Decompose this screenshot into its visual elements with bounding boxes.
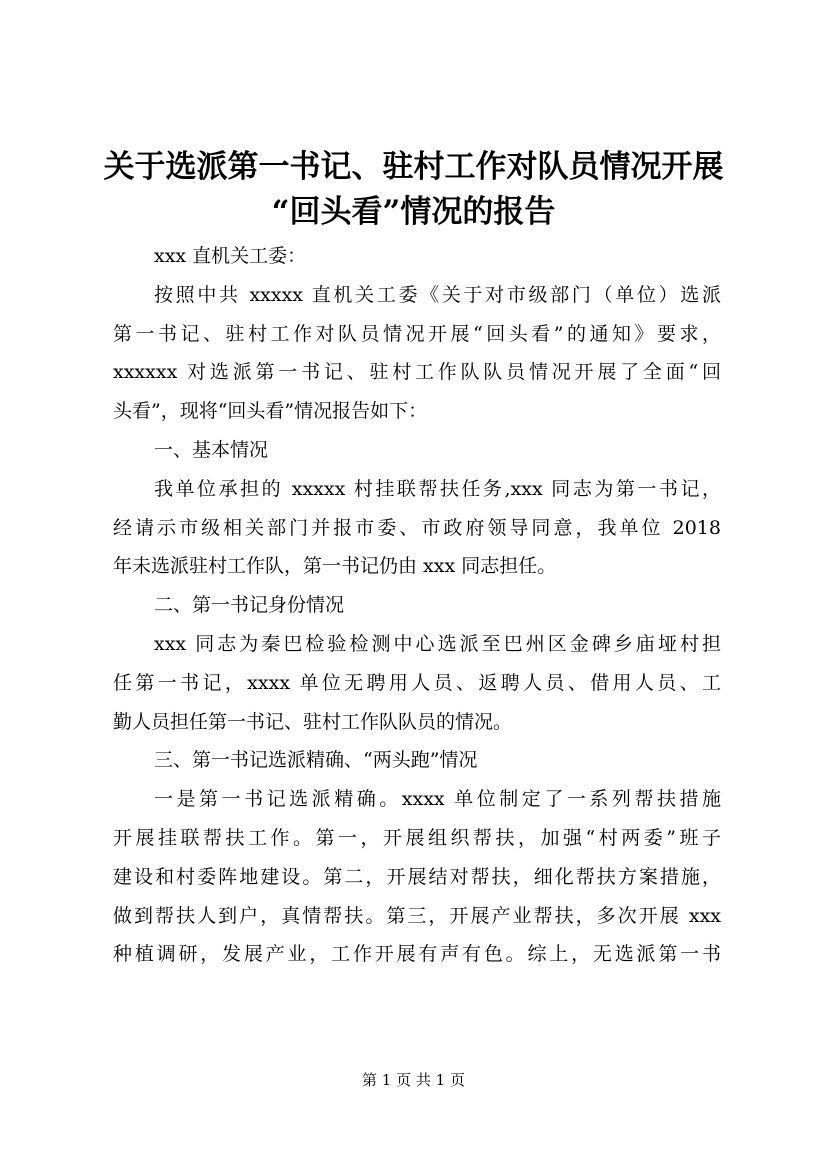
body-line: 三、第一书记选派精确、“两头跑”情况: [154, 749, 478, 772]
body-line: 勤人员担任第一书记、驻村工作队队员的情况。: [113, 710, 513, 733]
body-line: 按照中共 xxxxx 直机关工委《关于对市级部门（单位）选派: [154, 283, 721, 306]
body-line: 一是第一书记选派精确。xxxx 单位制定了一系列帮扶措施: [154, 788, 721, 811]
body-line: 做到帮扶人到户，真情帮扶。第三，开展产业帮扶，多次开展 xxx: [113, 904, 721, 927]
report-title-line-2: “回头看”情况的报告: [271, 194, 556, 230]
body-line: 头看”，现将“回头看”情况报告如下：: [113, 400, 428, 423]
body-line: 任第一书记，xxxx 单位无聘用人员、返聘人员、借用人员、工: [113, 671, 721, 694]
body-line: 我单位承担的 xxxxx 村挂联帮扶任务,xxx 同志为第一书记，: [154, 477, 721, 500]
body-line: xxx 同志为秦巴检验检测中心选派至巴州区金碑乡庙垭村担: [154, 632, 721, 655]
body-line: 二、第一书记身份情况: [154, 594, 345, 617]
body-line: 建设和村委阵地建设。第二，开展结对帮扶，细化帮扶方案措施，: [113, 865, 721, 888]
report-title-line-1: 关于选派第一书记、驻村工作对队员情况开展: [103, 149, 724, 185]
report-body: [113, 237, 721, 974]
body-line: 种植调研，发展产业，工作开展有声有色。综上，无选派第一书: [113, 943, 721, 966]
body-line: 一、基本情况: [154, 438, 269, 461]
body-line: xxxxxx 对选派第一书记、驻村工作队队员情况开展了全面“回: [113, 361, 721, 384]
body-line: xxx 直机关工委：: [154, 245, 307, 267]
body-line: 经请示市级相关部门并报市委、市政府领导同意，我单位 2018: [113, 516, 721, 539]
page-footer: 第 1 页 共 1 页: [362, 1071, 465, 1089]
body-line: 第一书记、驻村工作对队员情况开展“回头看”的通知》要求，: [113, 322, 721, 345]
body-line: 年未选派驻村工作队，第一书记仍由 xxx 同志担任。: [113, 555, 557, 578]
body-line: 开展挂联帮扶工作。第一，开展组织帮扶，加强“村两委”班子: [113, 826, 721, 849]
